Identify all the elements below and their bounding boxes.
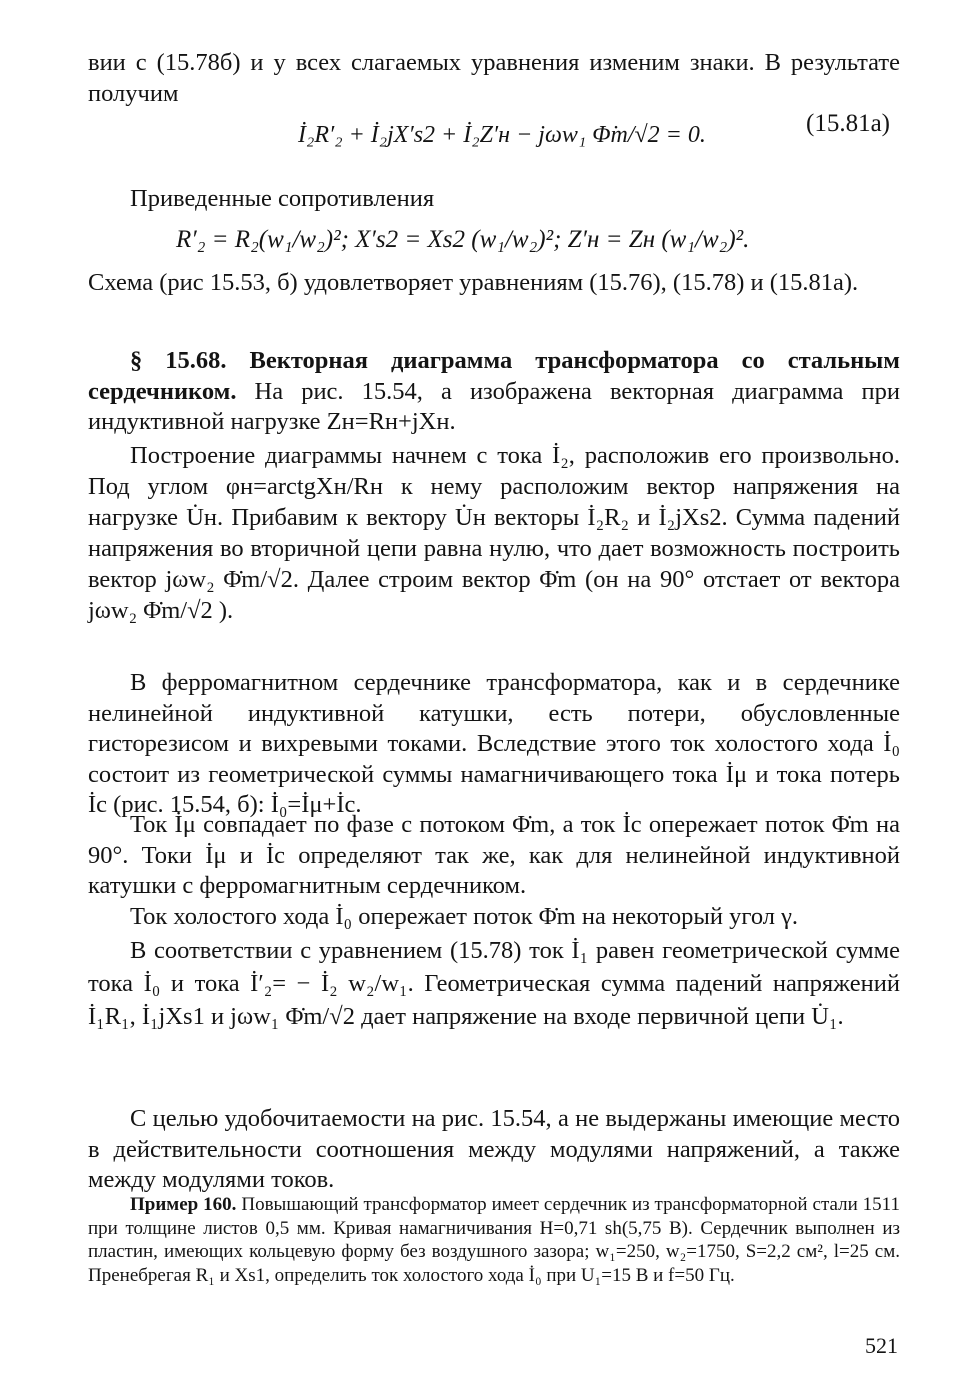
equation-number: (15.81а) [806,110,890,137]
section-heading: § 15.68. Векторная диаграмма трансформатора со стальным сердечником. [88,347,900,405]
paragraph-intro: вии с (15.78б) и у всех слагаемых уравнения изменим знаки. В результате получим [88,49,900,107]
paragraph-magnetizing-current: Ток İμ совпадает по фазе с потоком Φ̇m, а ток İc опережает поток Φ̇m на 90°. Токи İμ и İc определяют так же, как для нелинейной индуктивной катушки с ферромагнитным сердечником. [88,811,900,899]
paragraph-ferromagnetic-core: В ферромагнитном сердечнике трансформатора, как и в сердечнике нелинейной индуктивной катушки, есть потери, обусловленные гисторезисом и вихревыми токами. Вследствие этого ток холостого хода İ₀ состоит из геометрической суммы намагничивающего тока İμ и тока потерь İc (рис. 15.54, б): İ₀=İμ+İc. [88,669,900,818]
example-160 [88,1193,900,1287]
paragraph-reduced-resistances: Приведенные сопротивления [130,185,435,212]
paragraph-readability-note: С целью удобочитаемости на рис. 15.54, а не выдержаны имеющие место в действительности соотношения между модулями напряжений, а также между модулями токов. [88,1105,900,1193]
section-intro: На рис. 15.54, а изображена векторная диаграмма при индуктивной нагрузке Zн=Rн+jXн. [88,377,900,435]
page-number: 521 [865,1333,898,1358]
paragraph-no-load-current: Ток холостого хода İ₀ опережает поток Φ̇m на некоторый угол γ. [130,903,799,930]
equation-15-81a: İ₂R′₂ + İ₂jX′s2 + İ₂Z′н − jωw₁ Φ̇m/√2 = 0. [298,122,706,148]
section-paragraph [88,346,900,438]
example-label: Пример 160. [130,1194,237,1215]
paragraph-construction: Построение диаграммы начнем с тока İ₂, расположив его произвольно. Под углом φн=arctgXн/Rн к нему расположим вектор напряжения на нагрузке U̇н. Прибавим к вектору U̇н векторы İ₂R₂ и İ₂jXs2. Сумма падений напряжения во вторичной цепи равна нулю, что дает возможность построить вектор jωw₂ Φ̇m/√2. Далее строим вектор Φ̇m (он на 90° отстает от вектора jωw₂ Φ̇m/√2 ). [88,442,900,624]
paragraph-primary-current: В соответствии с уравнением (15.78) ток İ₁ равен геометрической сумме тока İ₀ и тока İ′₂= − İ₂ w₂/w₁. Геометрическая сумма падений напряжений İ₁R₁, İ₁jXs1 и jωw₁ Φ̇m/√2 дает напряжение на входе первичной цепи U̇₁. [88,937,900,1030]
paragraph-scheme: Схема (рис 15.53, б) удовлетворяет уравнениям (15.76), (15.78) и (15.81а). [88,269,859,296]
example-text: Повышающий трансформатор имеет сердечник из трансформаторной стали 1511 при толщине листов 0,5 мм. Кривая намагничивания H=0,71 sh(5,75 B). Сердечник выполнен из пластин, имеющих кольцевую форму без воздушного зазора; w₁=250, w₂=1750, S=2,2 см², l=25 см. Пренебрегая R₁ и Xs1, определить ток холостого хода İ₀ при U₁=15 В и f=50 Гц. [88,1194,900,1286]
equation-reduced-resistances: R′₂ = R₂(w₁/w₂)²; X′s2 = Xs2 (w₁/w₂)²; Z′н = Zн (w₁/w₂)². [176,226,750,253]
